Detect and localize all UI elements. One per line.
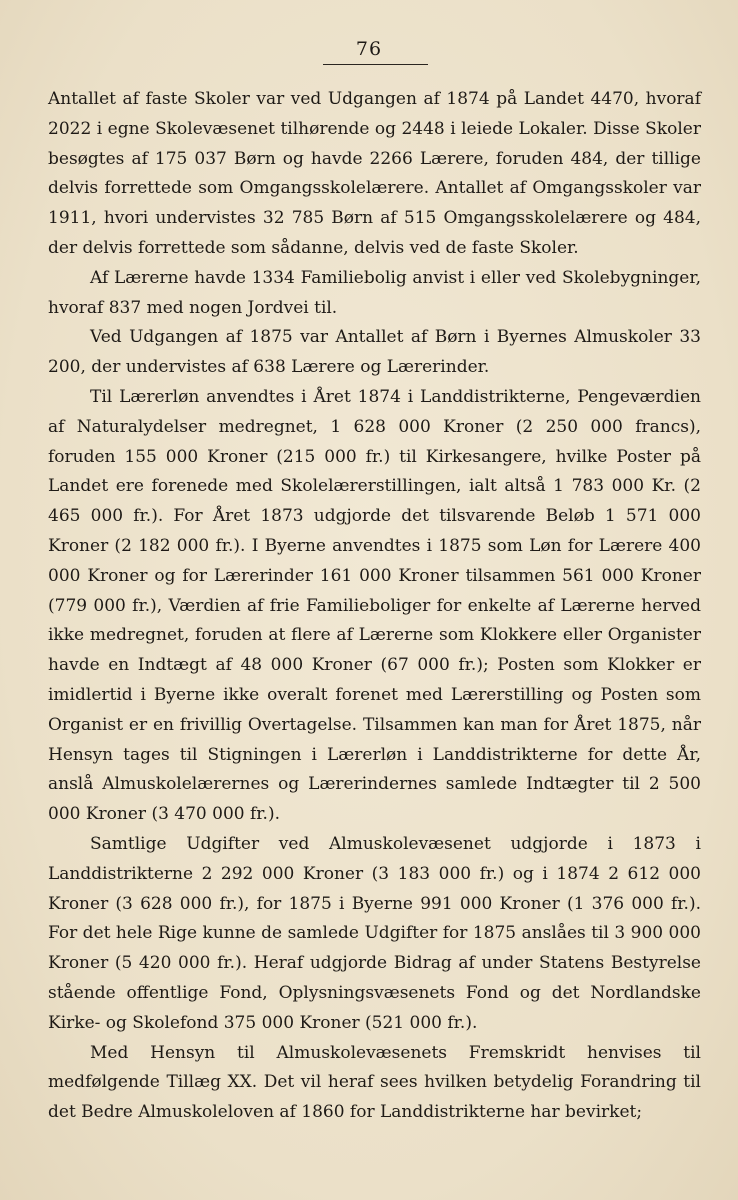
paragraph-faste-skoler: Antallet af faste Skoler var ved Udgangen af 1874 på Landet 4470, hvoraf 2022 i egne Skolevæsenet tilhørende og 2448 i leiede Lokaler. Disse Skoler besøgtes af 175 037 Børn og havde 2266 Lærere, foruden 484, der tillige delvis forrettede som Omgangsskolelærere. Antallet af Omgangsskoler var 1911, hvori undervistes 32 785 Børn af 515 Omgangsskolelærere og 484, der delvis forrettede som sådanne, delvis ved de faste Skoler. (48, 89, 701, 258)
paragraph-familiebolig: Af Lærerne havde 1334 Familiebolig anvist i eller ved Skolebygninger, hvoraf 837 med nogen Jordvei til. (48, 267, 701, 318)
page-number-rule (323, 64, 428, 65)
paragraph-udgifter: Samtlige Udgifter ved Almuskolevæsenet udgjorde i 1873 i Landdistrikterne 2 292 000 Kroner (3 183 000 fr.) og i 1874 2 612 000 Kroner (3 628 000 fr.), for 1875 i Byerne 991 000 Kroner (1 376 000 fr.). For det hele Rige kunne de samlede Udgifter for 1875 anslåes til 3 900 000 Kroner (5 420 000 fr.). Heraf udgjorde Bidrag af under Statens Bestyrelse stående offentlige Fond, Oplysningsvæsenets Fond og det Nordlandske Kirke- og Skolefond 375 000 Kroner (521 000 fr.). (48, 833, 701, 1033)
body-text (48, 85, 701, 1128)
paragraph-laererlon: Til Lærerløn anvendtes i Året 1874 i Landdistrikterne, Pengeværdien af Naturalydelser medregnet, 1 628 000 Kroner (2 250 000 francs), foruden 155 000 Kroner (215 000 fr.) til Kirkesangere, hvilke Poster på Landet ere forenede med Skolelærerstillingen, ialt altså 1 783 000 Kr. (2 465 000 fr.). For Året 1873 udgjorde det tilsvarende Beløb 1 571 000 Kroner (2 182 000 fr.). I Byerne anvendtes i 1875 som Løn for Lærere 400 000 Kroner og for Lærerinder 161 000 Kroner tilsammen 561 000 Kroner (779 000 fr.), Værdien af frie Familieboliger for enkelte af Lærerne herved ikke medregnet, foruden at flere af Lærerne som Klokkere eller Organister havde en Indtægt af 48 000 Kroner (67 000 fr.); Posten som Klokker er imidlertid i Byerne ikke overalt forenet med Lærerstilling og Posten som Organist er en frivillig Overtagelse. Tilsammen kan man for Året 1875, når Hensyn tages til Stigningen i Lærerløn i Landdistrikterne for dette År, anslå Almuskolelærernes og Lærerindernes samlede Indtægter til 2 500 000 Kroner (3 470 000 fr.). (48, 386, 701, 825)
page-number: 76 (355, 38, 383, 60)
paragraph-fremskridt: Med Hensyn til Almuskolevæsenets Fremskridt henvises til medfølgende Tillæg XX. Det vil heraf sees hvilken betydelig Forandring til det Bedre Almuskoleloven af 1860 for Landdistrikterne har bevirket; (48, 1042, 701, 1123)
paragraph-byernes-almuskoler: Ved Udgangen af 1875 var Antallet af Børn i Byernes Almuskoler 33 200, der undervistes af 638 Lærere og Lærerinder. (48, 327, 701, 378)
